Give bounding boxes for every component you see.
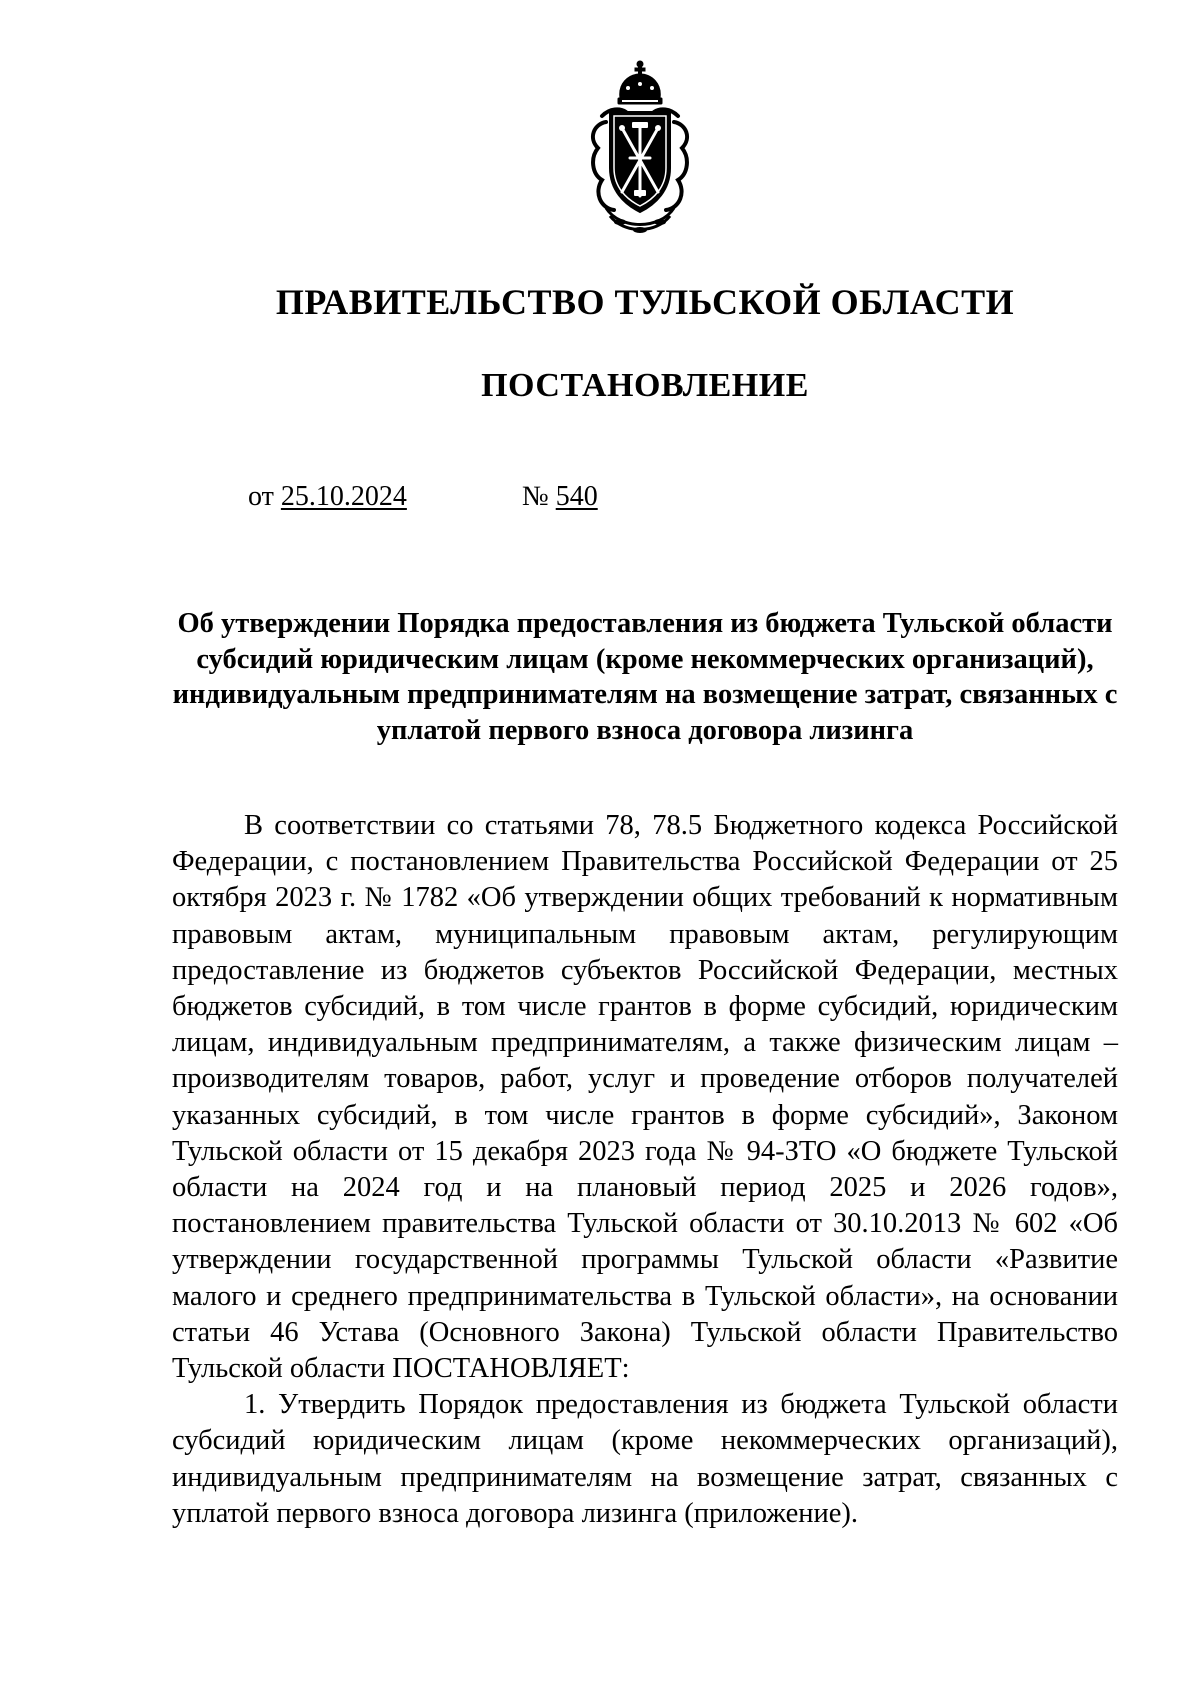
government-title: ПРАВИТЕЛЬСТВО ТУЛЬСКОЙ ОБЛАСТИ [275, 282, 1015, 322]
document-subject: Об утверждении Порядка предоставления из бюджета Тульской области субсидий юридическим лицам (кроме некоммерческих организаций), индивидуальным предпринимателям на возмещение затрат, связанных с уплатой первого взноса договора лизинга [172, 608, 1118, 746]
body-paragraph-item-1: 1. Утвердить Порядок предоставления из бюджета Тульской области субсидий юридическим лицам (кроме некоммерческих организаций), индивидуальным предпринимателям на возмещение затрат, связанных с уплатой первого взноса договора лизинга (приложение). [172, 1389, 1118, 1529]
document-body [172, 808, 1118, 1532]
tula-coat-of-arms-icon [576, 58, 704, 238]
document-number [522, 480, 598, 514]
number-prefix: № [522, 481, 549, 512]
number-value: 540 [555, 481, 598, 512]
date-prefix: от [248, 481, 274, 512]
document-date [248, 480, 407, 514]
document-type: ПОСТАНОВЛЕНИЕ [481, 367, 809, 404]
date-value: 25.10.2024 [280, 481, 407, 512]
body-paragraph-preamble: В соответствии со статьями 78, 78.5 Бюджетного кодекса Российской Федерации, с постановлением Правительства Российской Федерации от 25 октября 2023 г. № 1782 «Об утверждении общих требований к нормативным правовым актам, муниципальным правовым актам, регулирующим предоставление из бюджетов субъектов Российской Федерации, местных бюджетов субсидий, в том числе грантов в форме субсидий, юридическим лицам, индивидуальным предпринимателям, а также физическим лицам – производителям товаров, работ, услуг и проведение отборов получателей указанных субсидий, в том числе грантов в форме субсидий», Законом Тульской области от 15 декабря 2023 года № 94-ЗТО «О бюджете Тульской области на 2024 год и на плановый период 2025 и 2026 годов», постановлением правительства Тульской области от 30.10.2013 № 602 «Об утверждении государственной программы Тульской области «Развитие малого и среднего предпринимательства в Тульской области», на основании статьи 46 Устава (Основного Закона) Тульской области Правительство Тульской области ПОСТАНОВЛЯЕТ: [172, 810, 1118, 1385]
